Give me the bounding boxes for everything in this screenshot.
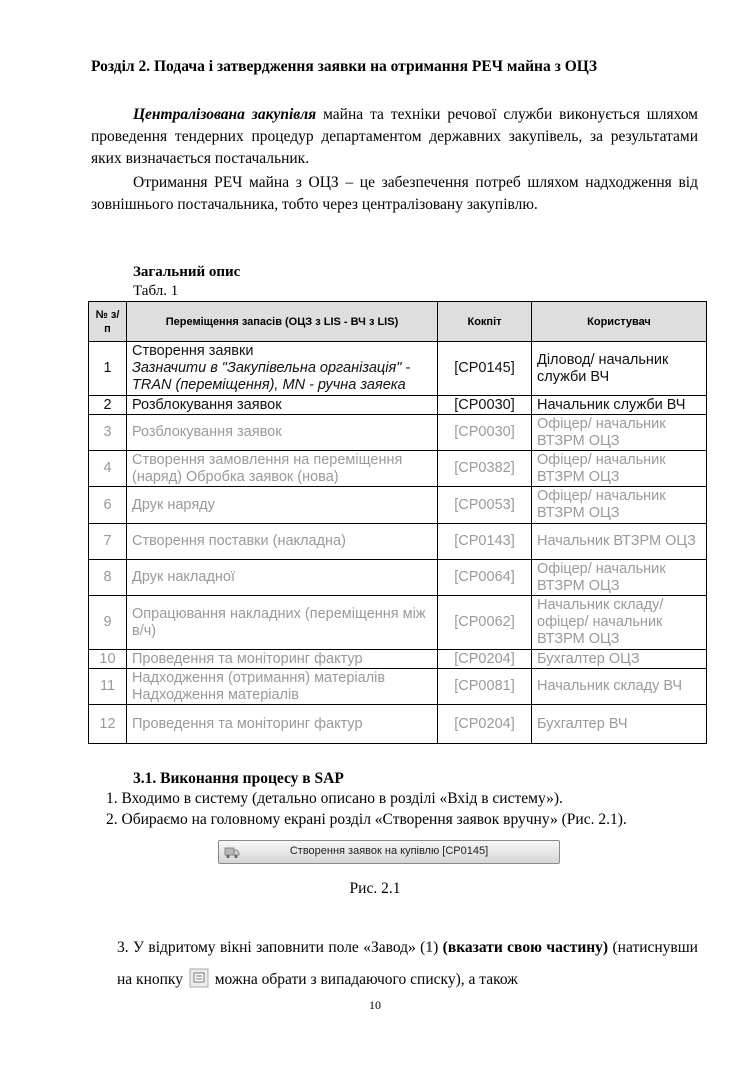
header-movement: Переміщення запасів (ОЦЗ з LIS - ВЧ з LIS) <box>127 302 438 342</box>
cell-cockpit: [CP0030] <box>438 415 532 451</box>
cell-action <box>127 650 438 669</box>
table-row <box>89 342 707 396</box>
subsection-title: 3.1. Виконання процесу в SAP <box>133 770 344 787</box>
table-row <box>89 669 707 705</box>
text-segment: ) <box>433 939 443 956</box>
process-table <box>88 301 707 744</box>
cell-number: 6 <box>89 487 127 524</box>
cell-user: Начальник ВТЗРМ ОЦЗ <box>532 524 707 560</box>
page-number: 10 <box>369 998 381 1012</box>
table-row <box>89 451 707 487</box>
step-3-paragraph <box>117 932 698 996</box>
cell-user: Бухгалтер ОЦЗ <box>532 650 707 669</box>
action-text: Створення поставки (накладна) <box>132 533 346 549</box>
action-text: Розблокування заявок <box>132 424 282 440</box>
cell-action <box>127 487 438 524</box>
list-item: 2. Обираємо на головному екрані розділ «Створення заявок вручну» (Рис. 2.1). <box>106 811 627 828</box>
paragraph-text: майна та техніки речової служби виконується шляхом проведення тендерних процедур департаментом державних закупівель, за результатами яких визначається постачальник. <box>91 106 698 167</box>
button-label: Створення заявок на купівлю [CP0145] <box>289 845 489 857</box>
field-marker: 1 <box>425 939 434 956</box>
cell-number: 1 <box>89 342 127 396</box>
term-centralized-procurement: Централізована закупівля <box>133 106 317 123</box>
text-segment: можна обрати з випадаючого списку), а також <box>210 971 518 988</box>
header-user: Користувач <box>532 302 707 342</box>
cell-user: Офіцер/ начальник ВТЗРМ ОЦЗ <box>532 487 707 524</box>
table-row <box>89 396 707 415</box>
general-description-title: Загальний опис <box>133 264 241 280</box>
cell-cockpit: [CP0145] <box>438 342 532 396</box>
paragraph-receiving: Отримання РЕЧ майна з ОЦЗ – це забезпечення потреб шляхом надходження від зовнішнього постачальника, тобто через централізовану закупівлю. <box>91 174 698 213</box>
cell-cockpit: [CP0030] <box>438 396 532 415</box>
figure-caption: Рис. 2.1 <box>349 880 401 897</box>
table-header-row <box>89 302 707 342</box>
cell-user: Начальник служби ВЧ <box>532 396 707 415</box>
action-text: Друк наряду <box>132 496 215 513</box>
cell-cockpit: [CP0064] <box>438 560 532 596</box>
action-text: Розблокування заявок <box>132 396 282 413</box>
header-cockpit: Кокпіт <box>438 302 532 342</box>
header-number: № з/п <box>89 302 127 342</box>
action-note: Зазначити в "Закупівельна організація" - TRAN (переміщення), MN - ручна заяека <box>132 360 411 393</box>
cell-cockpit: [CP0204] <box>438 705 532 744</box>
text-segment: 3. У відритому вікні заповнити поле «Завод» ( <box>117 939 426 956</box>
table-row <box>89 650 707 669</box>
create-purchase-request-button[interactable] <box>218 840 560 864</box>
table-row <box>89 705 707 744</box>
cell-action <box>127 669 438 705</box>
cell-action <box>127 524 438 560</box>
action-text: Проведення та моніторинг фактур <box>132 715 363 732</box>
cell-action <box>127 342 438 396</box>
cell-cockpit: [CP0143] <box>438 524 532 560</box>
paragraph-centralized-procurement <box>91 104 698 170</box>
action-text: Створення заявки <box>132 343 254 359</box>
cell-user: Бухгалтер ВЧ <box>532 705 707 744</box>
table-row <box>89 487 707 524</box>
cell-action <box>127 451 438 487</box>
action-text: Надходження (отримання) матеріалів Надходження матеріалів <box>132 669 386 703</box>
cell-number: 7 <box>89 524 127 560</box>
cell-number: 11 <box>89 669 127 705</box>
cell-cockpit: [CP0053] <box>438 487 532 524</box>
cell-number: 10 <box>89 650 127 669</box>
table-row <box>89 524 707 560</box>
cell-action <box>127 396 438 415</box>
table-row <box>89 560 707 596</box>
cell-action <box>127 560 438 596</box>
action-text: Створення замовлення на переміщення (наряд) Обробка заявок (нова) <box>132 451 403 485</box>
action-text: Проведення та моніторинг фактур <box>132 650 363 667</box>
cell-user: Начальник складу/ офіцер/ начальник ВТЗРМ ОЦЗ <box>532 596 707 650</box>
cell-user: Офіцер/ начальник ВТЗРМ ОЦЗ <box>532 415 707 451</box>
cell-number: 12 <box>89 705 127 744</box>
cell-cockpit: [CP0382] <box>438 451 532 487</box>
cell-cockpit: [CP0062] <box>438 596 532 650</box>
cell-user: Діловод/ начальник служби ВЧ <box>532 342 707 396</box>
cell-action <box>127 705 438 744</box>
cell-number: 4 <box>89 451 127 487</box>
cell-cockpit: [CP0204] <box>438 650 532 669</box>
select-list-icon[interactable] <box>187 967 211 989</box>
cell-user: Офіцер/ начальник ВТЗРМ ОЦЗ <box>532 451 707 487</box>
emphasis-own-unit: (вказати свою частину) <box>442 939 609 956</box>
cell-user: Офіцер/ начальник ВТЗРМ ОЦЗ <box>532 560 707 596</box>
table-label: Табл. 1 <box>133 283 179 299</box>
table-row <box>89 596 707 650</box>
list-item: 1. Входимо в систему (детально описано в розділі «Вхід в систему»). <box>106 790 563 807</box>
section-heading: Розділ 2. Подача і затвердження заявки на отримання РЕЧ майна з ОЦЗ <box>91 58 598 75</box>
action-text: Опрацювання накладних (переміщення між в/ч) <box>132 605 426 639</box>
cell-number: 2 <box>89 396 127 415</box>
text-segment: (натиснувши на кнопку <box>117 939 698 988</box>
cell-number: 3 <box>89 415 127 451</box>
cell-number: 9 <box>89 596 127 650</box>
cell-number: 8 <box>89 560 127 596</box>
table-row <box>89 415 707 451</box>
cell-action <box>127 596 438 650</box>
cell-cockpit: [CP0081] <box>438 669 532 705</box>
cell-user: Начальник складу ВЧ <box>532 669 707 705</box>
action-text: Друк накладної <box>132 569 236 585</box>
cell-action <box>127 415 438 451</box>
